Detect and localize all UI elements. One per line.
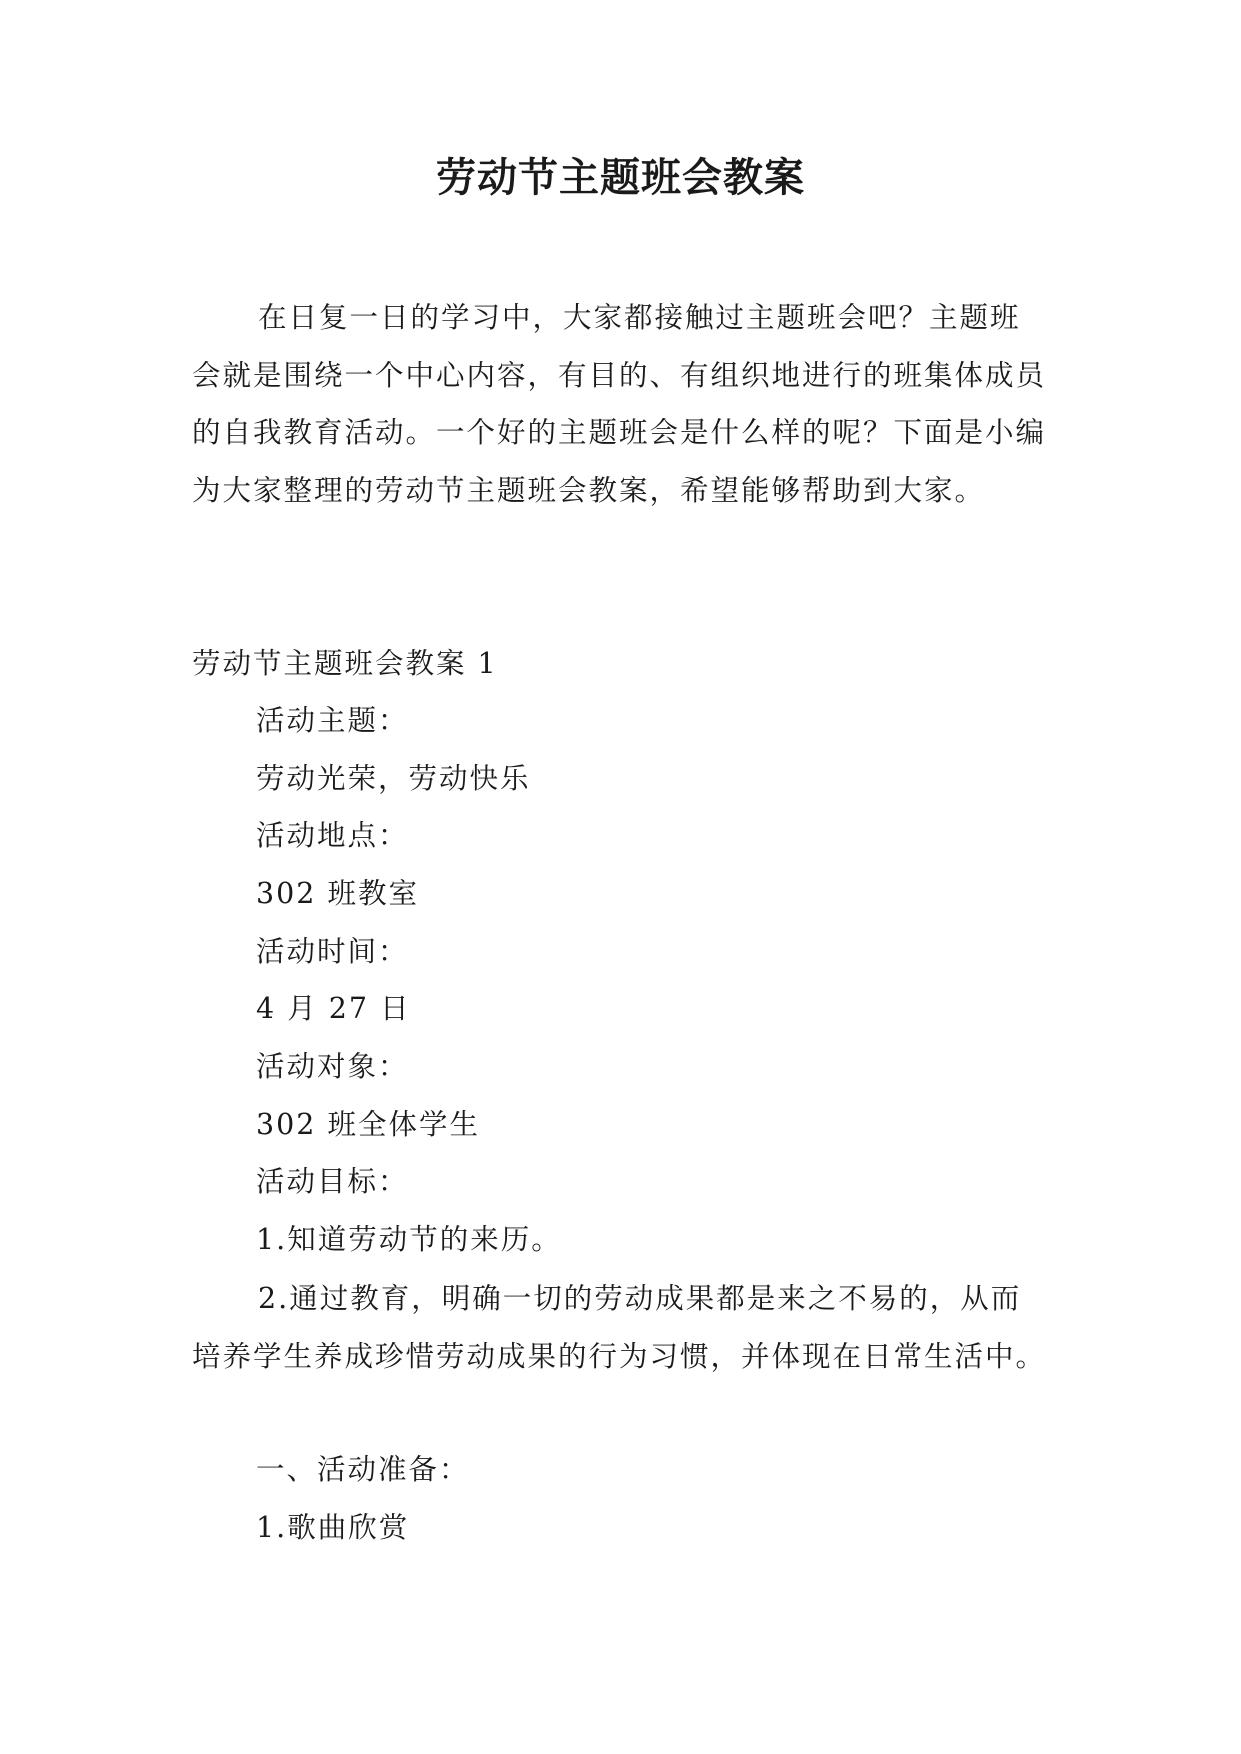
prep-heading: 一、活动准备： xyxy=(256,1453,470,1486)
intro-paragraph: 在日复一日的学习中，大家都接触过主题班会吧？主题班会就是围绕一个中心内容，有目的、有组织地进行的班集体成员的自我教育活动。一个好的主题班会是什么样的呢？下面是小编为大家整理的劳动节主题班会教案，希望能够帮助到大家。 xyxy=(192,301,1047,507)
theme-value: 劳动光荣，劳动快乐 xyxy=(256,762,531,795)
location-value: 302 班教室 xyxy=(256,877,419,910)
location-label: 活动地点： xyxy=(256,819,409,852)
prep-item-1: 1.歌曲欣赏 xyxy=(256,1511,410,1544)
document-title: 劳动节主题班会教案 xyxy=(436,155,805,201)
target-label: 活动对象： xyxy=(256,1050,409,1083)
goals-label: 活动目标： xyxy=(256,1165,409,1198)
section-heading: 劳动节主题班会教案 1 xyxy=(192,647,498,680)
goal-item-2: 2.通过教育，明确一切的劳动成果都是来之不易的，从而培养学生养成珍惜劳动成果的行为习惯，并体现在日常生活中。 xyxy=(192,1282,1047,1373)
time-label: 活动时间： xyxy=(256,935,409,968)
target-value: 302 班全体学生 xyxy=(256,1108,480,1141)
time-value: 4 月 27 日 xyxy=(256,992,411,1025)
goal-item-1: 1.知道劳动节的来历。 xyxy=(256,1223,562,1256)
theme-label: 活动主题： xyxy=(256,704,409,737)
